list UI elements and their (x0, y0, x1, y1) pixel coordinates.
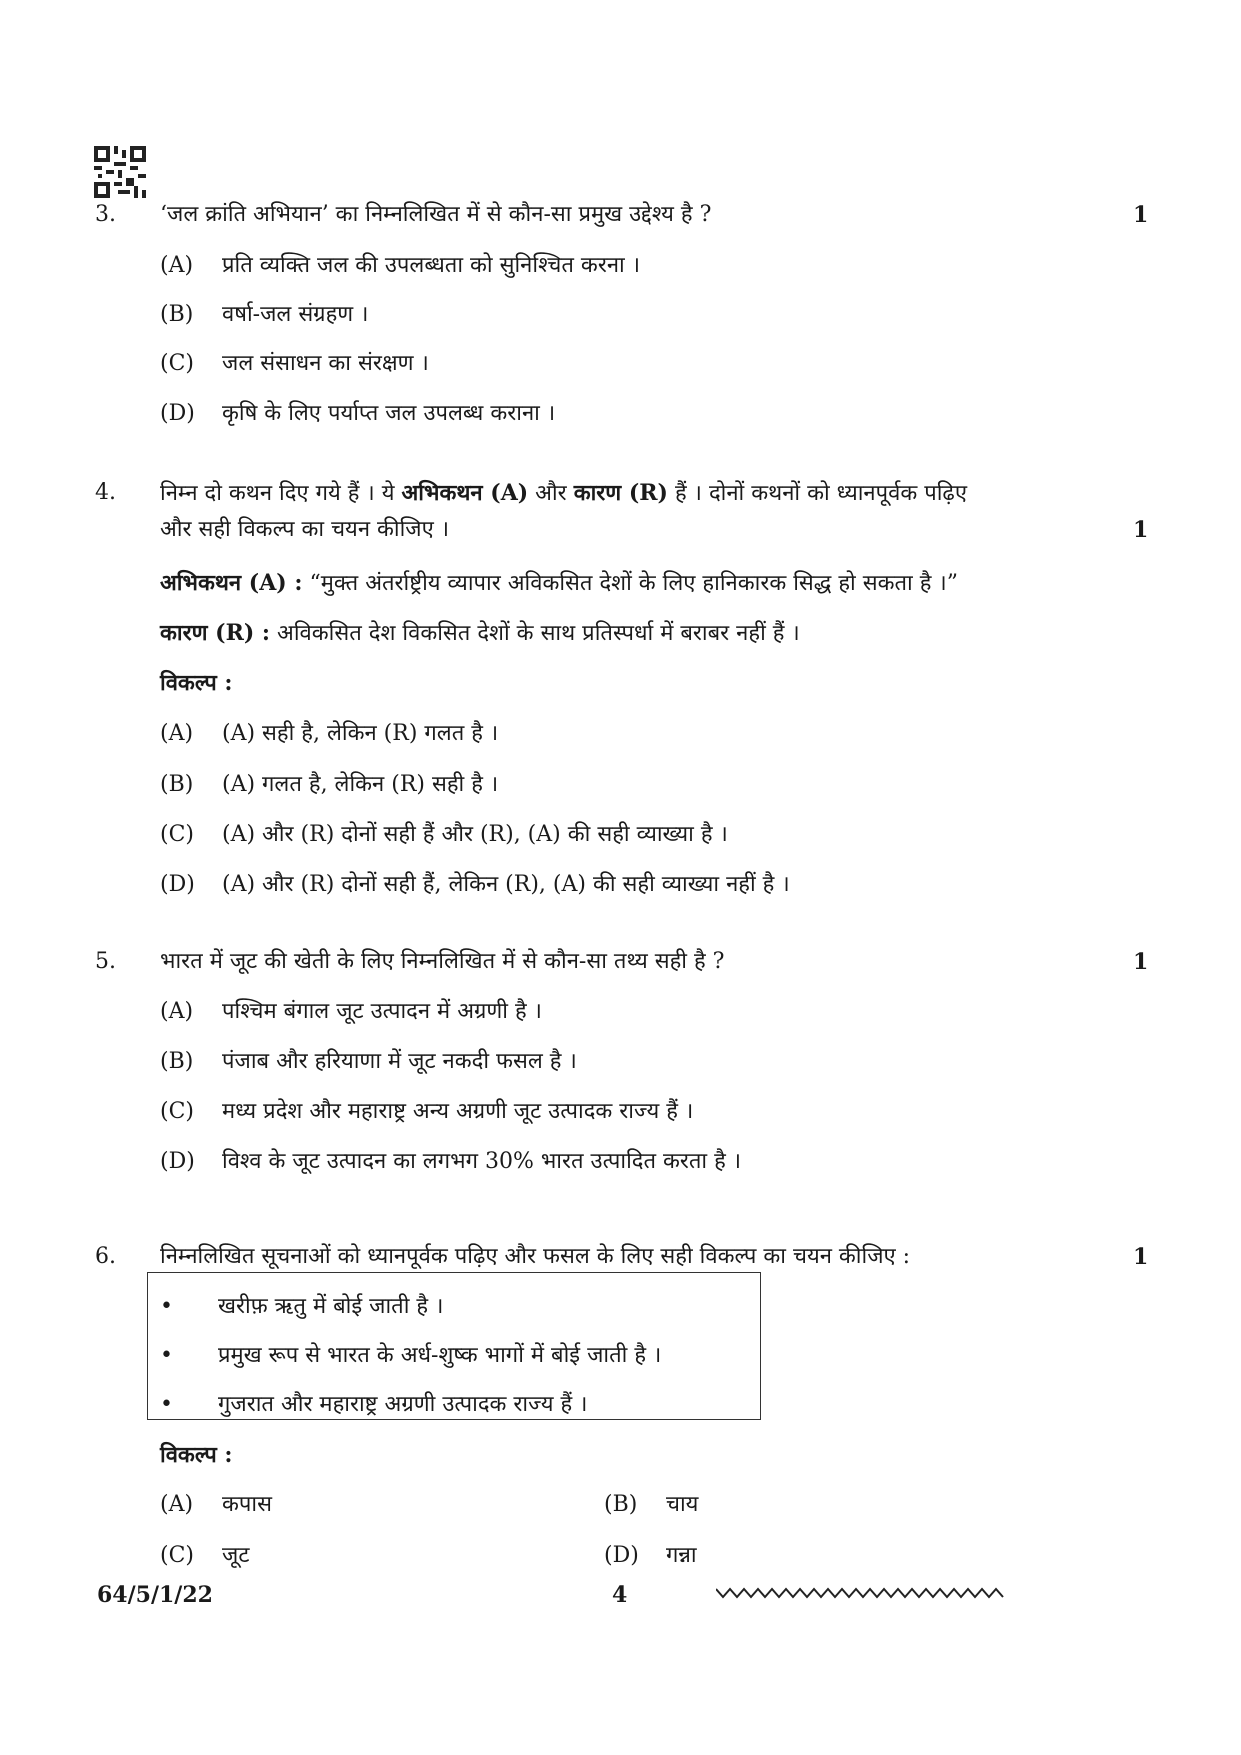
reason-term: कारण (R) (573, 480, 668, 506)
option-label: (A) (160, 253, 194, 278)
paper-code: 64/5/1/22 (97, 1582, 213, 1608)
question-3-text: ‘जल क्रांति अभियान’ का निम्नलिखित में से कौन-सा प्रमुख उद्देश्य है ? (160, 202, 712, 227)
info-bullet (160, 1292, 443, 1322)
text-span: हैं । दोनों कथनों को ध्यानपूर्वक पढ़िए (667, 481, 967, 506)
assertion-term: अभिकथन (A) (401, 480, 529, 506)
bullet-icon: • (160, 1294, 173, 1319)
question-6-marks: 1 (1133, 1244, 1149, 1270)
assertion-statement (160, 568, 958, 599)
info-bullet (160, 1390, 587, 1420)
bullet-text: प्रमुख रूप से भारत के अर्ध-शुष्क भागों में बोई जाती है । (218, 1343, 662, 1368)
option-text: (A) सही है, लेकिन (R) गलत है । (222, 721, 499, 746)
page-number: 4 (612, 1582, 628, 1608)
qr-code (94, 146, 146, 198)
option-text: (A) और (R) दोनों सही हैं, लेकिन (R), (A) की सही व्याख्या नहीं है । (222, 872, 790, 897)
option-label: (D) (160, 401, 195, 426)
question-4-number: 4. (95, 480, 116, 505)
question-5-option-b (160, 1047, 577, 1077)
text-span: और (528, 481, 574, 506)
option-text: कपास (222, 1492, 272, 1517)
info-bullet (160, 1341, 661, 1371)
option-text: कृषि के लिए पर्याप्त जल उपलब्ध कराना । (222, 401, 556, 426)
question-4-option-b (160, 770, 498, 800)
option-text: पंजाब और हरियाणा में जूट नकदी फसल है । (222, 1049, 577, 1074)
bullet-text: खरीफ़ ऋतु में बोई जाती है । (218, 1294, 444, 1319)
option-label: (A) (160, 721, 194, 746)
reason-text: अविकसित देश विकसित देशों के साथ प्रतिस्पर्धा में बराबर नहीं हैं । (270, 621, 800, 646)
option-label: (C) (160, 351, 194, 376)
option-label: (B) (160, 772, 194, 797)
question-5-number: 5. (95, 949, 116, 974)
bullet-icon: • (160, 1392, 173, 1417)
question-5-option-d (160, 1147, 741, 1177)
question-4-text-line2: और सही विकल्प का चयन कीजिए । (160, 517, 450, 542)
text-span: निम्न दो कथन दिए गये हैं । ये (160, 481, 402, 506)
option-text: गन्ना (666, 1543, 697, 1568)
question-4-option-d (160, 870, 790, 900)
option-label: (B) (604, 1492, 638, 1517)
question-3-option-a (160, 251, 640, 281)
option-text: विश्व के जूट उत्पादन का लगभग 30% भारत उत्पादित करता है । (222, 1149, 742, 1174)
question-3-option-b (160, 300, 369, 330)
question-3-number: 3. (95, 202, 116, 227)
option-label: (D) (160, 1149, 195, 1174)
question-6-options-heading: विकल्प : (160, 1442, 233, 1468)
option-label: (D) (604, 1543, 639, 1568)
question-4-text-line1 (160, 478, 967, 509)
option-text: (A) और (R) दोनों सही हैं और (R), (A) की सही व्याख्या है । (222, 822, 728, 847)
question-4-options-heading: विकल्प : (160, 670, 233, 696)
question-3-marks: 1 (1133, 202, 1149, 228)
question-4-option-a (160, 719, 498, 749)
question-5-option-c (160, 1097, 693, 1127)
option-text: वर्षा-जल संग्रहण । (222, 302, 369, 327)
question-6-number: 6. (95, 1244, 116, 1269)
bullet-text: गुजरात और महाराष्ट्र अग्रणी उत्पादक राज्य हैं । (218, 1392, 588, 1417)
question-5-marks: 1 (1133, 949, 1149, 975)
option-label: (A) (160, 1492, 194, 1517)
assertion-text: “मुक्त अंतर्राष्ट्रीय व्यापार अविकसित देशों के लिए हानिकारक सिद्ध हो सकता है ।” (302, 571, 958, 596)
assertion-label: अभिकथन (A) : (160, 570, 303, 596)
question-3-option-d (160, 399, 555, 429)
option-label: (C) (160, 822, 194, 847)
option-label: (B) (160, 1049, 194, 1074)
reason-label: कारण (R) : (160, 620, 271, 646)
question-5-text: भारत में जूट की खेती के लिए निम्नलिखित में से कौन-सा तथ्य सही है ? (160, 949, 725, 974)
option-text: (A) गलत है, लेकिन (R) सही है । (222, 772, 499, 797)
question-3-option-c (160, 349, 429, 379)
option-label: (C) (160, 1099, 194, 1124)
question-4-marks: 1 (1133, 517, 1149, 543)
option-text: जल संसाधन का संरक्षण । (222, 351, 429, 376)
option-text: जूट (222, 1543, 250, 1568)
option-text: प्रति व्यक्ति जल की उपलब्धता को सुनिश्चित करना । (222, 253, 641, 278)
option-text: चाय (666, 1492, 699, 1517)
option-text: पश्चिम बंगाल जूट उत्पादन में अग्रणी है । (222, 999, 543, 1024)
bullet-icon: • (160, 1343, 173, 1368)
squiggle-decoration (716, 1586, 1006, 1600)
question-4-option-c (160, 820, 728, 850)
question-6-text: निम्नलिखित सूचनाओं को ध्यानपूर्वक पढ़िए और फसल के लिए सही विकल्प का चयन कीजिए : (160, 1244, 911, 1269)
option-label: (D) (160, 872, 195, 897)
option-text: मध्य प्रदेश और महाराष्ट्र अन्य अग्रणी जूट उत्पादक राज्य हैं । (222, 1099, 694, 1124)
question-6-option-d (604, 1541, 697, 1571)
question-6-option-a (160, 1490, 272, 1520)
reason-statement (160, 618, 800, 649)
option-label: (C) (160, 1543, 194, 1568)
question-6-option-c (160, 1541, 249, 1571)
option-label: (A) (160, 999, 194, 1024)
question-5-option-a (160, 997, 542, 1027)
option-label: (B) (160, 302, 194, 327)
question-6-option-b (604, 1490, 698, 1520)
